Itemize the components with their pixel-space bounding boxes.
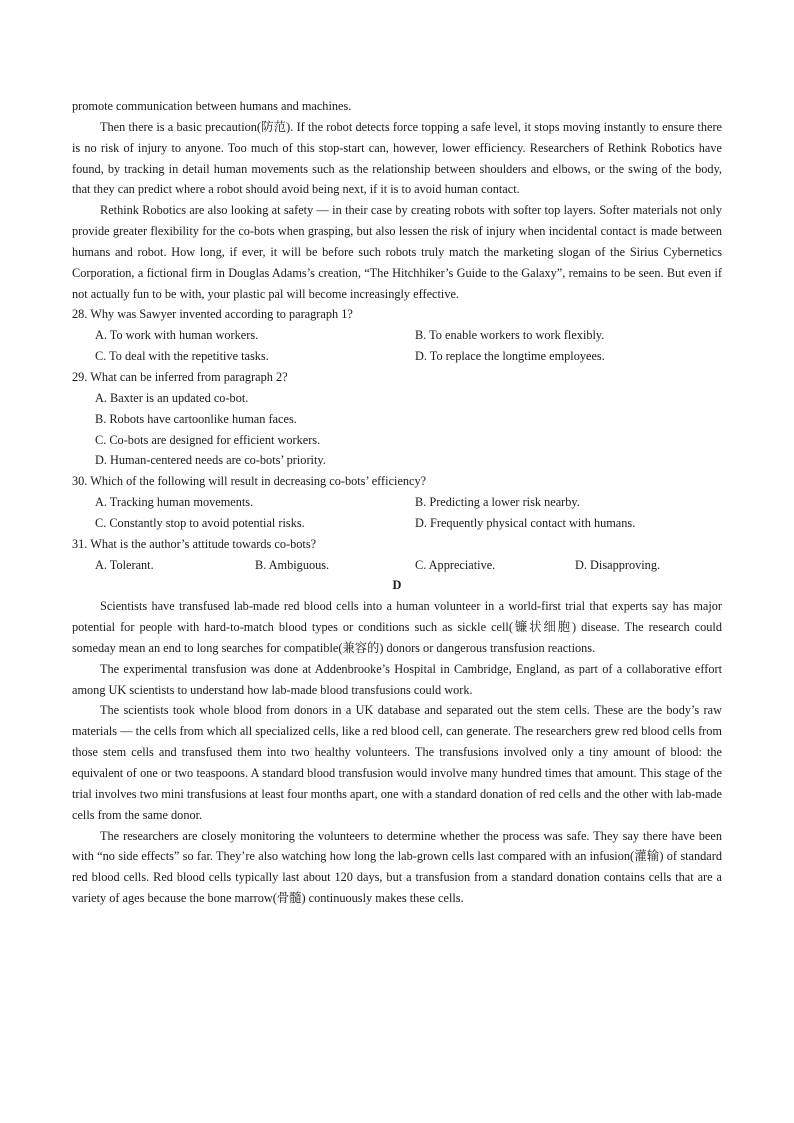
question-29 [72,367,722,471]
option-a: A. Tolerant. [95,557,154,572]
question-28 [72,304,722,367]
passage-d-paragraph: Scientists have transfused lab-made red blood cells into a human volunteer in a world-first trial that experts say has major potential for people with hard-to-match blood types or conditions such as sickle cell(镰状细胞) disease. The research could someday mean an end to long searches for compatible(兼容的) donors or dangerous transfusion reactions. [72,599,722,655]
option-b: B. Predicting a lower risk nearby. [415,495,580,510]
option-a: A. Baxter is an updated co-bot. [95,390,249,405]
option-c: C. Constantly stop to avoid potential risks. [95,515,305,530]
question-stem: 31. What is the author’s attitude towards co-bots? [72,536,317,551]
option-d: D. Frequently physical contact with humans. [415,515,636,530]
option-b: B. Robots have cartoonlike human faces. [95,411,297,426]
question-stem: 29. What can be inferred from paragraph 2? [72,369,288,384]
question-stem: 28. Why was Sawyer invented according to paragraph 1? [72,307,353,322]
section-heading: D [392,578,402,593]
question-31 [72,534,722,576]
passage-d-paragraph: The scientists took whole blood from donors in a UK database and separated out the stem cells. These are the body’s raw materials — the cells from which all specialized cells, like a red blood cell, can generate. The researchers grew red blood cells from those stem cells and transfused them into two healthy volunteers. The transfusions involved only a tiny amount of blood: the equivalent of one or two teaspoons. A standard blood transfusion would involve many hundred times that amount. This stage of the trial involves two mini transfusions at least four months apart, one with a standard donation of red cells and the other with lab-made cells from the same donor. [72,703,722,822]
passage-d-paragraph: The researchers are closely monitoring the volunteers to determine whether the process was safe. They say there have been with “no side effects” so far. They’re also watching how long the lab-grown cells last compared with an infusion(灌输) of standard red blood cells. Red blood cells typically last about 120 days, but a transfusion from a standard donation contains cells that are a variety of ages because the bone marrow(骨髓) continuously makes these cells. [72,828,722,906]
option-c: C. Co-bots are designed for efficient workers. [95,432,321,447]
question-stem: 30. Which of the following will result in decreasing co-bots’ efficiency? [72,474,427,489]
passage-d-paragraph: The experimental transfusion was done at Addenbrooke’s Hospital in Cambridge, England, as part of a collaborative effort among UK scientists to understand how lab-made blood transfusions could work. [72,661,722,697]
passage-c-paragraph: Rethink Robotics are also looking at safety — in their case by creating robots with softer top layers. Softer materials not only provide greater flexibility for the co-bots when grasping, but also lessen the risk of injury when incidental contact is made between humans and robot. How long, if ever, it will be before such robots truly match the marketing slogan of the Sirius Cybernetics Corporation, a fictional firm in Douglas Adams’s creation, “The Hitchhiker’s Guide to the Galaxy”, remains to be seen. But even if not actually fun to be with, your plastic pal will become increasingly effective. [72,203,722,301]
option-d: D. Disapproving. [575,557,661,572]
option-a: A. To work with human workers. [95,328,259,343]
option-d: D. Human-centered needs are co-bots’ priority. [95,453,326,468]
passage-c-paragraph: Then there is a basic precaution(防范). If the robot detects force topping a safe level, it stops moving instantly to ensure there is no risk of injury to anyone. Too much of this stop-start can, however, lower efficiency. Researchers of Rethink Robotics have found, by tracking in detail human movements such as the relationship between shoulders and elbows, or the swing of the body, that they can predict where a robot should avoid being next, if it is to avoid human contact. [72,119,722,197]
option-b: B. To enable workers to work flexibly. [415,328,605,343]
question-30 [72,471,722,534]
option-c: C. Appreciative. [415,557,496,572]
option-a: A. Tracking human movements. [95,495,254,510]
option-d: D. To replace the longtime employees. [415,349,605,364]
option-b: B. Ambiguous. [255,557,330,572]
exam-page [72,96,722,909]
passage-c-paragraph: promote communication between humans and machines. [72,99,352,113]
option-c: C. To deal with the repetitive tasks. [95,349,269,364]
